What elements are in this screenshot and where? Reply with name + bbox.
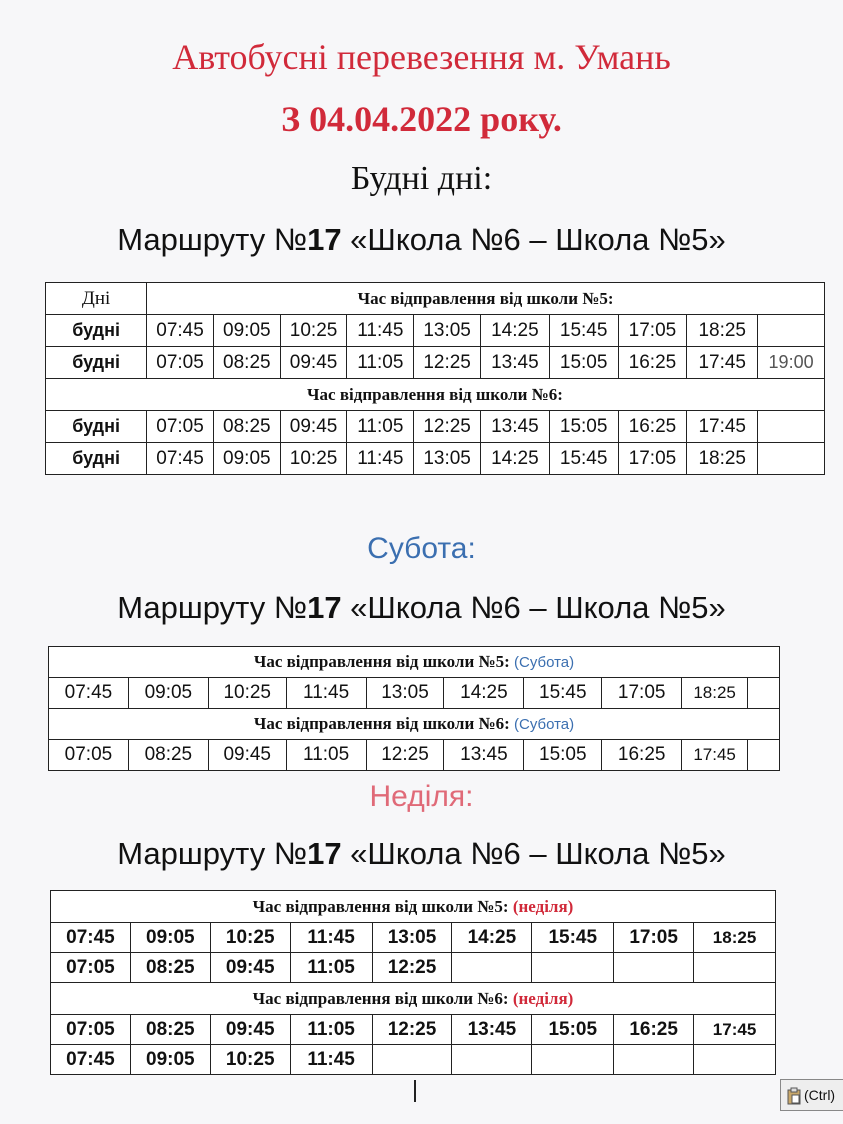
departure-header-school6: Час відправлення від школи №6: (неділя) [51, 983, 776, 1015]
sunday-schedule-table [50, 890, 776, 1075]
page-title: Автобусні перевезення м. Умань [172, 37, 671, 77]
weekdays-label: Будні дні: [350, 160, 493, 197]
table-row [46, 411, 825, 443]
time-cell: 10:25 [280, 443, 347, 475]
time-cell: 17:45 [687, 411, 758, 443]
time-cell: 13:05 [414, 443, 481, 475]
time-cell: 07:05 [49, 740, 129, 771]
time-cell: 15:45 [524, 678, 602, 709]
time-cell: 11:45 [290, 923, 372, 953]
saturday-note: (Субота) [514, 654, 575, 671]
time-cell: 09:05 [128, 678, 208, 709]
time-cell: 09:05 [130, 923, 210, 953]
time-cell: 09:05 [213, 315, 280, 347]
time-cell: 13:45 [444, 740, 524, 771]
table-row [49, 740, 780, 771]
time-cell [532, 1045, 614, 1075]
column-header-days: Дні [46, 283, 147, 315]
date-line: З 04.04.2022 року. [281, 99, 562, 139]
table-row [51, 953, 776, 983]
table-row [46, 443, 825, 475]
time-cell: 17:05 [602, 678, 682, 709]
time-cell: 11:45 [347, 315, 414, 347]
time-cell: 09:05 [130, 1045, 210, 1075]
time-cell [694, 953, 776, 983]
departure-header-school5: Час відправлення від школи №5: (неділя) [51, 891, 776, 923]
time-cell: 08:25 [128, 740, 208, 771]
time-cell: 15:05 [524, 740, 602, 771]
time-cell: 17:05 [618, 443, 687, 475]
time-cell: 11:05 [290, 953, 372, 983]
time-cell: 07:45 [51, 923, 131, 953]
time-cell: 12:25 [372, 953, 452, 983]
time-cell: 11:45 [347, 443, 414, 475]
time-cell: 12:25 [366, 740, 444, 771]
time-cell [758, 411, 825, 443]
time-cell: 15:45 [549, 443, 618, 475]
departure-header-school6: Час відправлення від школи №6: (Субота) [49, 709, 780, 740]
time-cell: 19:00 [758, 347, 825, 379]
route-title-saturday: Маршруту №17 «Школа №6 – Школа №5» [117, 590, 726, 625]
time-cell: 07:05 [147, 411, 214, 443]
table-row [51, 923, 776, 953]
time-cell: 09:45 [280, 347, 347, 379]
time-cell: 10:25 [208, 678, 286, 709]
time-cell: 16:25 [618, 411, 687, 443]
time-cell: 15:05 [549, 411, 618, 443]
time-cell: 13:05 [366, 678, 444, 709]
time-cell: 16:25 [614, 1015, 694, 1045]
table-row [46, 315, 825, 347]
time-cell [452, 1045, 532, 1075]
time-cell: 16:25 [602, 740, 682, 771]
time-cell: 09:45 [210, 1015, 290, 1045]
time-cell [532, 953, 614, 983]
table-row [51, 1045, 776, 1075]
time-cell: 09:45 [208, 740, 286, 771]
time-cell: 13:45 [452, 1015, 532, 1045]
sunday-note: (неділя) [512, 988, 574, 1008]
time-cell: 09:45 [210, 953, 290, 983]
time-cell: 15:05 [549, 347, 618, 379]
time-cell: 12:25 [414, 411, 481, 443]
time-cell: 11:05 [347, 411, 414, 443]
time-cell: 18:25 [687, 443, 758, 475]
time-cell: 07:45 [147, 315, 214, 347]
time-cell: 11:05 [290, 1015, 372, 1045]
time-cell: 17:45 [682, 740, 748, 771]
time-cell: 07:45 [49, 678, 129, 709]
empty-cell [748, 678, 780, 709]
time-cell: 18:25 [687, 315, 758, 347]
time-cell: 11:05 [286, 740, 366, 771]
time-cell: 17:45 [687, 347, 758, 379]
time-cell: 15:05 [532, 1015, 614, 1045]
time-cell: 13:05 [372, 923, 452, 953]
time-cell: 16:25 [618, 347, 687, 379]
time-cell: 13:45 [480, 347, 549, 379]
time-cell: 12:25 [414, 347, 481, 379]
time-cell: 07:05 [51, 953, 131, 983]
clipboard-icon [781, 1087, 804, 1103]
time-cell: 15:45 [549, 315, 618, 347]
text-cursor [414, 1080, 416, 1102]
time-cell: 14:25 [452, 923, 532, 953]
paste-options-button[interactable] [780, 1079, 843, 1111]
table-row [46, 347, 825, 379]
time-cell: 10:25 [210, 1045, 290, 1075]
time-cell: 07:05 [51, 1015, 131, 1045]
day-cell: будні [46, 443, 147, 475]
time-cell: 13:45 [480, 411, 549, 443]
day-cell: будні [46, 347, 147, 379]
time-cell: 07:05 [147, 347, 214, 379]
time-cell: 09:05 [213, 443, 280, 475]
time-cell [758, 315, 825, 347]
route-title-sunday: Маршруту №17 «Школа №6 – Школа №5» [117, 836, 726, 871]
paste-options-label: (Ctrl) [804, 1087, 836, 1103]
day-cell: будні [46, 411, 147, 443]
time-cell: 11:05 [347, 347, 414, 379]
time-cell: 17:45 [694, 1015, 776, 1045]
sunday-label: Неділя: [369, 780, 474, 813]
time-cell: 15:45 [532, 923, 614, 953]
day-cell: будні [46, 315, 147, 347]
saturday-note: (Субота) [514, 716, 575, 733]
saturday-label: Субота: [367, 532, 476, 565]
time-cell: 11:45 [290, 1045, 372, 1075]
time-cell [452, 953, 532, 983]
time-cell: 12:25 [372, 1015, 452, 1045]
weekday-schedule-table [45, 282, 825, 475]
time-cell: 07:45 [147, 443, 214, 475]
time-cell [372, 1045, 452, 1075]
time-cell: 09:45 [280, 411, 347, 443]
time-cell [614, 953, 694, 983]
time-cell: 17:05 [618, 315, 687, 347]
departure-header-school5: Час відправлення від школи №5: [147, 283, 825, 315]
time-cell: 17:05 [614, 923, 694, 953]
departure-header-school5: Час відправлення від школи №5: (Субота) [49, 647, 780, 678]
saturday-schedule-table [48, 646, 780, 771]
table-row [49, 678, 780, 709]
time-cell: 10:25 [280, 315, 347, 347]
time-cell [614, 1045, 694, 1075]
departure-header-school6: Час відправлення від школи №6: [46, 379, 825, 411]
time-cell: 08:25 [213, 347, 280, 379]
time-cell: 14:25 [444, 678, 524, 709]
time-cell [694, 1045, 776, 1075]
time-cell: 14:25 [480, 315, 549, 347]
time-cell: 18:25 [682, 678, 748, 709]
time-cell: 08:25 [130, 1015, 210, 1045]
time-cell: 08:25 [130, 953, 210, 983]
time-cell: 13:05 [414, 315, 481, 347]
time-cell: 07:45 [51, 1045, 131, 1075]
route-title-weekdays: Маршруту №17 «Школа №6 – Школа №5» [117, 222, 726, 257]
time-cell [758, 443, 825, 475]
table-row [51, 1015, 776, 1045]
time-cell: 18:25 [694, 923, 776, 953]
empty-cell [748, 740, 780, 771]
time-cell: 08:25 [213, 411, 280, 443]
time-cell: 11:45 [286, 678, 366, 709]
sunday-note: (неділя) [512, 896, 574, 916]
time-cell: 14:25 [480, 443, 549, 475]
time-cell: 10:25 [210, 923, 290, 953]
